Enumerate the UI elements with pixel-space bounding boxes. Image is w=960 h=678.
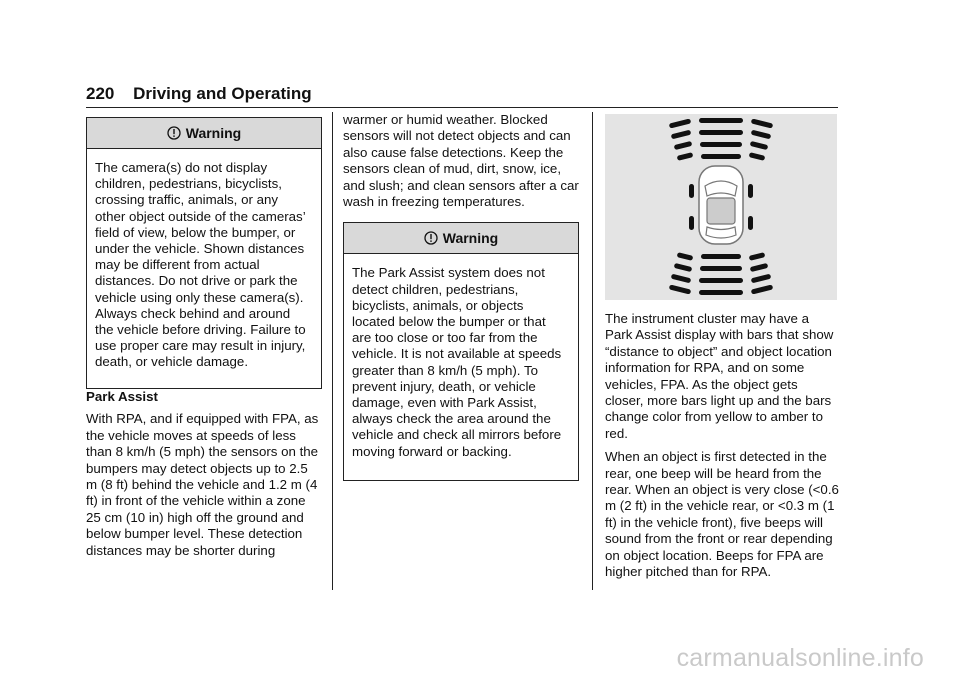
- sensor-bar: [750, 141, 769, 150]
- warning-title: Warning: [442, 230, 499, 247]
- sensor-bar: [700, 142, 742, 147]
- sensor-bar: [749, 152, 766, 161]
- page-number: 220: [86, 84, 115, 103]
- sensor-bar: [700, 266, 742, 271]
- park-assist-paragraph: With RPA, and if equipped with FPA, as the vehicle moves at speeds of less than 8 km/h (5 mph) the sensors on the bumpers may detect objects up to 2.5 m (8 ft) behind the vehicle and 1.2 m (4 ft) in front of the vehicle within a zone 25 cm (10 in) high off the ground and below bumper level. These detection distances may be shorter during: [86, 411, 319, 558]
- continued-paragraph: warmer or humid weather. Blocked sensors will not detect objects and can also cause false detections. Keep the sensors clean of mud, dirt, snow, ice, and slush; and clean sensors after a car wash in freezing temperatures.: [343, 112, 579, 210]
- sensor-bar: [669, 118, 692, 128]
- sensor-bar: [751, 130, 772, 140]
- sensor-bar: [677, 252, 694, 261]
- rear-sensor-bars: [669, 252, 774, 295]
- page-header: [86, 84, 312, 104]
- sensor-bar: [750, 263, 769, 272]
- column-divider: [592, 112, 593, 590]
- sensor-bar: [751, 284, 774, 294]
- section-title: Driving and Operating: [133, 84, 312, 103]
- column-2: [343, 112, 579, 481]
- sensor-bar: [699, 278, 743, 283]
- watermark: carmanualsonline.info: [676, 644, 924, 672]
- park-assist-display-figure: [605, 114, 837, 300]
- sensor-bar: [701, 154, 741, 159]
- sensor-bar: [751, 118, 774, 128]
- sensor-bar: [699, 118, 743, 123]
- sensor-bar: [674, 263, 693, 272]
- sensor-bar: [699, 130, 743, 135]
- warning-title-bar: [344, 223, 578, 254]
- instrument-cluster-paragraph: The instrument cluster may have a Park Assist display with bars that show “distance to object” and object location information for RPA, and on some vehicles, FPA. As the object gets closer, more bars light up and the bars change color from yellow to amber to red.: [605, 311, 834, 441]
- beep-paragraph: When an object is first detected in the rear, one beep will be heard from the rear. When an object is very close (<0.6 m (2 ft) in the vehicle rear, or <0.3 m (1 ft) in the vehicle front), five beeps will sound from the front or rear depending on object location. Beeps for FPA are higher pitched than for RPA.: [605, 449, 839, 580]
- warning-title: Warning: [185, 124, 242, 141]
- front-sensor-bars: [669, 118, 774, 161]
- sensor-bar: [751, 274, 772, 284]
- sensor-bar: [701, 254, 741, 259]
- column-1: [86, 117, 322, 559]
- warning-box: [86, 117, 322, 389]
- sensor-bar: [669, 284, 692, 294]
- warning-symbol-icon: [424, 231, 438, 245]
- park-assist-heading: Park Assist: [86, 389, 158, 404]
- warning-symbol-icon: [167, 126, 181, 140]
- warning-text: The Park Assist system does not detect children, pedestrians, bicyclists, animals, or objects located below the bumper or that are too close or too far from the vehicle. It is not available at speeds greater than 8 km/h (5 mph). To prevent injury, death, or vehicle damage, even with Park Assist, always check the area around the vehicle and check all mirrors before moving forward or backing.: [352, 265, 562, 459]
- warning-title-bar: [87, 118, 321, 149]
- park-assist-diagram: [605, 114, 837, 300]
- column-divider: [332, 112, 333, 590]
- sensor-bar: [677, 152, 694, 161]
- column-3: [605, 112, 839, 581]
- sensor-bar: [748, 216, 753, 230]
- sensor-bar: [699, 290, 743, 295]
- sensor-bar: [671, 274, 692, 284]
- sensor-bar: [748, 184, 753, 198]
- sensor-bar: [749, 252, 766, 261]
- sensor-bar: [671, 130, 692, 140]
- header-rule: [86, 107, 838, 108]
- sensor-bar: [674, 141, 693, 150]
- vehicle-top-view: [699, 166, 743, 244]
- sensor-bar: [689, 216, 694, 230]
- sensor-bar: [689, 184, 694, 198]
- warning-box: [343, 222, 579, 481]
- warning-text: The camera(s) do not display children, pedestrians, bicyclists, crossing traffic, animals, or any other object outside of the cameras’ field of view, below the bumper, or under the vehicle. Shown distances may be different from actual distances. Do not drive or park the vehicle using only these camera(s). Always check behind and around the vehicle before driving. Failure to use proper care may result in injury, death, or vehicle damage.: [95, 160, 306, 370]
